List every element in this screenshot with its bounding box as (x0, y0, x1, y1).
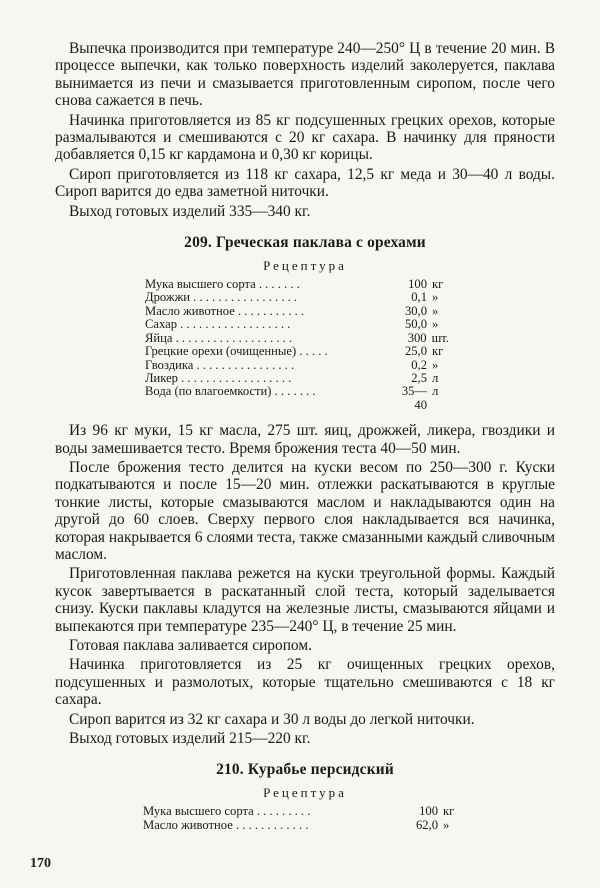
ingredient-qty: 30,0 (404, 303, 427, 318)
page-number: 170 (30, 856, 51, 871)
ingredient-qty: 100 (408, 277, 427, 292)
ingredient-row (145, 318, 449, 331)
section-209-recipe-label: Рецептура (263, 258, 347, 274)
ingredient-name: Грецкие орехи (очищенные) . . . . . (145, 345, 328, 359)
ingredient-row (145, 278, 449, 291)
ingredient-name: Мука высшего сорта . . . . . . . (145, 278, 300, 292)
ingredient-unit: » (432, 357, 439, 372)
ingredient-qty: 35—40 (401, 384, 427, 412)
ingredient-row (145, 385, 449, 412)
ingredient-row (145, 332, 449, 345)
section-209-paragraph-3: Приготовленная паклава режется на куски треугольной формы. Каждый кусок завертывается в раскатанный слой теста, который заделывается снизу. Куски паклавы кладутся на железные листы, смазываются яйцами и выпекаются при температуре 235—240° Ц, в течение 25 мин. (55, 565, 555, 635)
ingredient-name: Дрожжи . . . . . . . . . . . . . . . . . (145, 291, 298, 305)
ingredient-qty: 25,0 (404, 344, 427, 359)
ingredient-name: Ликер . . . . . . . . . . . . . . . . . . (145, 371, 292, 385)
section-210-title: 210. Курабье персидский (216, 761, 394, 779)
ingredient-qty: 0,1 (411, 290, 427, 305)
ingredient-row (143, 819, 465, 832)
ingredient-row (145, 305, 449, 318)
ingredient-unit: » (443, 817, 450, 832)
intro-paragraph-4: Выход готовых изделий 335—340 кг. (69, 202, 311, 220)
ingredient-unit: л (432, 384, 439, 399)
section-210-recipe-label: Рецептура (263, 785, 347, 801)
ingredient-row (145, 291, 449, 304)
section-209-paragraph-7: Выход готовых изделий 215—220 кг. (69, 730, 311, 748)
intro-paragraph-1: Выпечка производится при температуре 240—250° Ц в течение 20 мин. В процессе выпечки, как только поверхность изделий заколеруется, паклава вынимается из печи и смазывается приготовленным сиропом, после чего снова сажается в печь. (55, 40, 555, 110)
ingredient-row (145, 372, 449, 385)
ingredient-unit: » (432, 290, 439, 305)
ingredient-qty: 50,0 (404, 317, 427, 332)
ingredient-row (145, 345, 449, 358)
ingredient-name: Масло животное . . . . . . . . . . . (145, 304, 305, 318)
ingredient-unit: кг (432, 344, 444, 359)
ingredient-qty: 300 (407, 330, 427, 345)
section-209-paragraph-1: Из 96 кг муки, 15 кг масла, 275 шт. яиц, дрожжей, ликера, гвоздики и воды замешивается тесто. Время брожения теста 40—50 мин. (55, 422, 555, 457)
intro-paragraph-2: Начинка приготовляется из 85 кг подсушенных грецких орехов, которые размалываются и смешиваются с 20 кг сахара. В начинку для пряности добавляется 0,15 кг кардамона и 0,30 кг корицы. (55, 111, 555, 164)
ingredient-qty: 0,2 (411, 357, 427, 372)
ingredient-name: Вода (по влагоемкости) . . . . . . . (145, 385, 316, 399)
section-209-title: 209. Греческая паклава с орехами (184, 234, 426, 252)
section-209-paragraph-2: После брожения тесто делится на куски весом по 250—300 г. Куски подкатываются и после 15—20 мин. отлежки раскатываются в круглые тонкие листы, которые смазываются маслом и накладываются один на другой до 60 слоев. Сверху первого слоя накладывается вся начинка, которая накрывается 6 слоями теста, также смазанными каждый сливочным маслом. (55, 458, 555, 563)
section-209-ingredient-list (145, 278, 449, 412)
ingredient-unit: л (432, 370, 439, 385)
ingredient-qty: 2,5 (411, 370, 427, 385)
ingredient-qty: 100 (419, 804, 438, 819)
ingredient-name: Сахар . . . . . . . . . . . . . . . . . . (145, 318, 291, 332)
ingredient-unit: шт. (431, 330, 449, 345)
ingredient-name: Мука высшего сорта . . . . . . . . . (143, 805, 311, 819)
ingredient-unit: кг (443, 804, 455, 819)
ingredient-row (145, 359, 449, 372)
section-210-ingredient-list (143, 805, 465, 832)
ingredient-name: Гвоздика . . . . . . . . . . . . . . . . (145, 358, 295, 372)
ingredient-unit: » (432, 303, 439, 318)
section-209-paragraph-6: Сироп варится из 32 кг сахара и 30 л воды до легкой ниточки. (69, 710, 475, 728)
page-content (55, 40, 555, 832)
section-209-paragraph-4: Готовая паклава заливается сиропом. (69, 637, 312, 654)
ingredient-name: Масло животное . . . . . . . . . . . . (143, 818, 309, 832)
ingredient-row (143, 805, 465, 818)
ingredient-unit: кг (432, 277, 444, 292)
intro-paragraph-3: Сироп приготовляется из 118 кг сахара, 12,5 кг меда и 30—40 л воды. Сироп варится до едва заметной ниточки. (55, 165, 555, 201)
ingredient-unit: » (432, 317, 439, 332)
ingredient-qty: 62,0 (415, 817, 438, 832)
ingredient-name: Яйца . . . . . . . . . . . . . . . . . . . (145, 331, 293, 345)
section-209-paragraph-5: Начинка приготовляется из 25 кг очищенных грецких орехов, подсушенных и размолотых, которые тщательно смешиваются с 18 кг сахара. (55, 656, 555, 709)
